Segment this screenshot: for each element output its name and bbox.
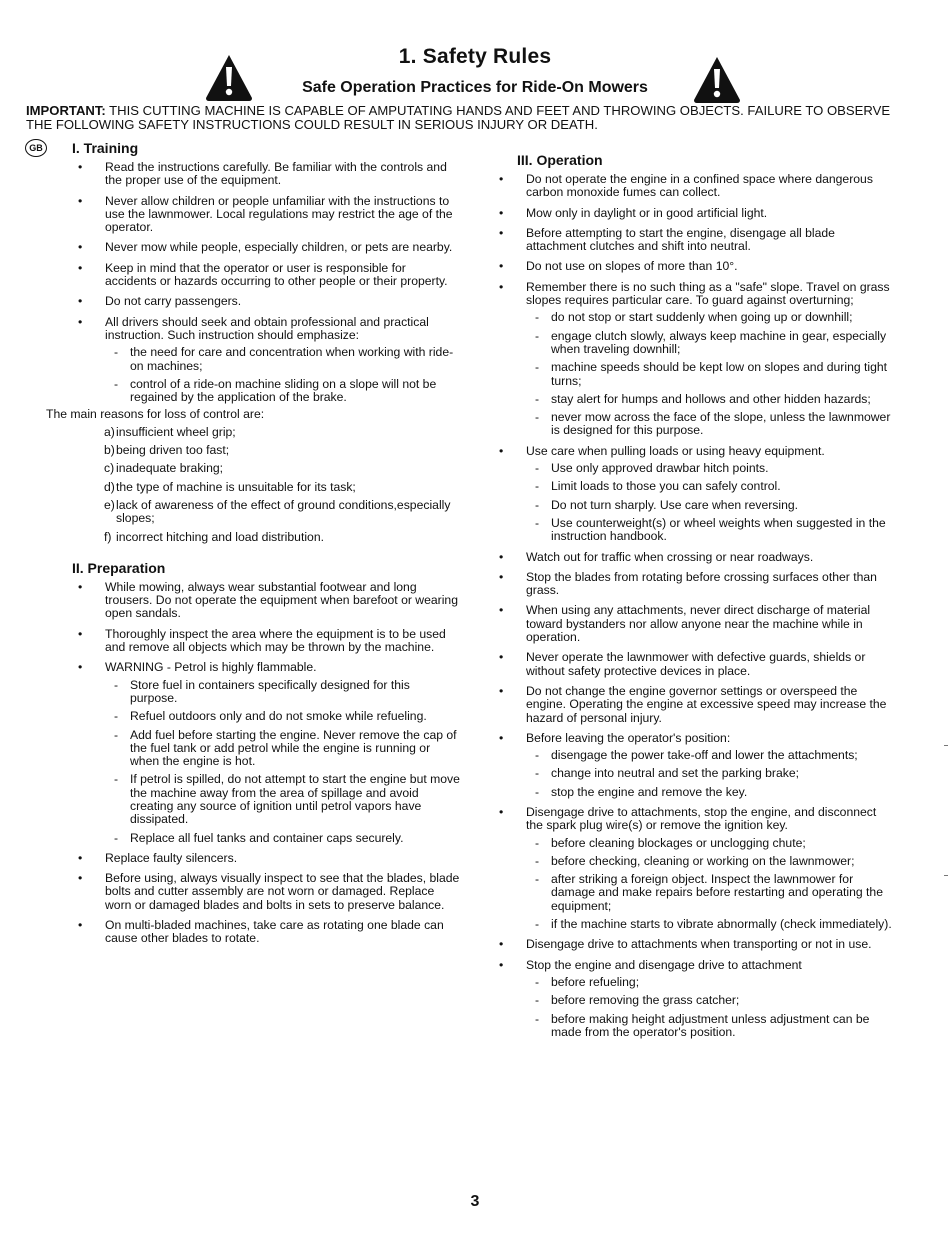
sub-item: - change into neutral and set the parking brake; (526, 767, 892, 780)
reason-text: inadequate braking; (116, 461, 224, 476)
reason-letter: b) (104, 443, 115, 458)
header (0, 44, 950, 98)
list-item (493, 806, 892, 931)
sub-item: - stop the engine and remove the key. (526, 786, 892, 799)
sub-item: - after striking a foreign object. Inspect the lawnmower for damage and make repairs before restarting and operating the equipment; (526, 873, 892, 913)
list-item: • Before attempting to start the engine, disengage all blade attachment clutches and shift into neutral. (493, 227, 892, 254)
sub-item: - before cleaning blockages or unclogging chute; (526, 837, 892, 850)
operation-list (493, 173, 892, 1039)
reason-item (72, 499, 460, 526)
sub-list (526, 749, 892, 799)
reason-letter: a) (104, 424, 115, 439)
sub-item: - Replace all fuel tanks and container caps securely. (105, 832, 460, 845)
list-item: • Stop the blades from rotating before crossing surfaces other than grass. (493, 571, 892, 598)
sub-item: - never mow across the face of the slope, unless the lawnmower is designed for this purpose. (526, 411, 892, 438)
reason-text: the type of machine is unsuitable for its task; (116, 479, 356, 494)
sub-item: - If petrol is spilled, do not attempt to start the engine but move the machine away from the area of spillage and avoid creating any source of ignition until petrol vapors have dissipated. (105, 773, 460, 826)
list-item: • Disengage drive to attachments when transporting or not in use. (493, 938, 892, 951)
sub-item: - machine speeds should be kept low on slopes and during tight turns; (526, 361, 892, 388)
sub-item: - engage clutch slowly, always keep machine in gear, especially when traveling downhill; (526, 330, 892, 357)
list-item: • Do not use on slopes of more than 10°. (493, 260, 892, 273)
important-text: THIS CUTTING MACHINE IS CAPABLE OF AMPUTATING HANDS AND FEET AND THROWING OBJECTS. FAILURE TO OBSERVE THE FOLLOWING SAFETY INSTRUCTIONS COULD RESULT IN SERIOUS INJURY OR DEATH. (26, 103, 891, 133)
left-column (29, 140, 460, 953)
list-item (72, 661, 460, 845)
reason-letter: c) (104, 461, 115, 476)
preparation-title: II. Preparation (72, 559, 166, 576)
list-item: • On multi-bladed machines, take care as rotating one blade can cause other blades to rotate. (72, 919, 460, 946)
sub-item: - Use counterweight(s) or wheel weights when suggested in the instruction handbook. (526, 517, 892, 544)
training-list (72, 161, 460, 404)
reason-item (72, 481, 460, 494)
list-item: • Replace faulty silencers. (72, 852, 460, 865)
list-item (72, 316, 460, 405)
reason-item (72, 462, 460, 475)
sub-list (526, 976, 892, 1039)
reason-item (72, 531, 460, 544)
list-item-text: Remember there is no such thing as a "safe" slope. Travel on grass slopes requires particular care. To guard against overturning; (526, 279, 890, 308)
list-item: • Never allow children or people unfamiliar with the instructions to use the lawnmower. Local regulations may restrict the age of the operator. (72, 195, 460, 235)
reason-letter: f) (104, 529, 112, 544)
sub-list (526, 837, 892, 932)
list-item: • Keep in mind that the operator or user is responsible for accidents or hazards occurring to other people or their property. (72, 262, 460, 289)
list-item: • Do not change the engine governor settings or overspeed the engine. Operating the engine at excessive speed may increase the hazard of personal injury. (493, 685, 892, 725)
sub-item: - Add fuel before starting the engine. Never remove the cap of the fuel tank or add petrol while the engine is running or when the engine is hot. (105, 729, 460, 769)
reason-text: insufficient wheel grip; (116, 424, 236, 439)
sub-item: - Do not turn sharply. Use care when reversing. (526, 499, 892, 512)
list-item-text: WARNING - Petrol is highly flammable. (105, 660, 317, 675)
list-item (493, 732, 892, 799)
sub-item: - before refueling; (526, 976, 892, 989)
scan-mark (944, 745, 948, 746)
list-item-text: Use care when pulling loads or using heavy equipment. (526, 443, 825, 458)
language-badge: GB (25, 139, 47, 157)
reason-letter: e) (104, 497, 115, 512)
sub-item: - Use only approved drawbar hitch points. (526, 462, 892, 475)
training-title: I. Training (72, 140, 139, 156)
sub-item: - before removing the grass catcher; (526, 994, 892, 1007)
sub-list (526, 311, 892, 437)
sub-item: - before checking, cleaning or working on the lawnmower; (526, 855, 892, 868)
list-item (493, 445, 892, 544)
page-subtitle: Safe Operation Practices for Ride-On Mowers (302, 79, 648, 96)
sub-list (105, 346, 460, 404)
list-item (493, 959, 892, 1039)
list-item: • Do not operate the engine in a confined space where dangerous carbon monoxide fumes can collect. (493, 173, 892, 200)
sub-item: - disengage the power take-off and lower the attachments; (526, 749, 892, 762)
sub-item: - the need for care and concentration when working with ride-on machines; (105, 346, 460, 373)
list-item: • Do not carry passengers. (72, 295, 460, 308)
sub-list (526, 462, 892, 543)
sub-item: - stay alert for humps and hollows and other hidden hazards; (526, 393, 892, 406)
operation-title: III. Operation (517, 152, 603, 168)
important-label: IMPORTANT: (26, 103, 106, 118)
list-item: • Watch out for traffic when crossing or near roadways. (493, 551, 892, 564)
reason-letter: d) (104, 479, 115, 494)
list-item: • Before using, always visually inspect to see that the blades, blade bolts and cutter assembly are not worn or damaged. Replace worn or damaged blades and bolts in sets to preserve balance. (72, 872, 460, 912)
reason-text: being driven too fast; (116, 443, 230, 458)
list-item: • Never mow while people, especially children, or pets are nearby. (72, 241, 460, 254)
reasons-list (72, 426, 460, 544)
sub-item: - if the machine starts to vibrate abnormally (check immediately). (526, 918, 892, 931)
reason-item (72, 444, 460, 457)
preparation-list (72, 581, 460, 946)
page-number: 3 (470, 1193, 480, 1210)
list-item: • When using any attachments, never direct discharge of material toward bystanders nor allow anyone near the machine while in operation. (493, 604, 892, 644)
list-item-text: Disengage drive to attachments, stop the engine, and disconnect the spark plug wire(s) or remove the ignition key. (526, 804, 877, 833)
sub-item: - Refuel outdoors only and do not smoke while refueling. (105, 710, 460, 723)
list-item-text: Stop the engine and disengage drive to attachment (526, 957, 802, 972)
list-item (493, 281, 892, 438)
list-item-text: Before leaving the operator's position: (526, 730, 731, 745)
list-item: • Never operate the lawnmower with defective guards, shields or without safety protective devices in place. (493, 651, 892, 678)
reason-text: incorrect hitching and load distribution. (116, 529, 324, 544)
important-notice (26, 104, 898, 133)
reasons-intro: The main reasons for loss of control are: (46, 407, 265, 422)
right-column (517, 152, 892, 1046)
list-item: • Thoroughly inspect the area where the equipment is to be used and remove all objects which may be thrown by the machine. (72, 628, 460, 655)
list-item: • Mow only in daylight or in good artificial light. (493, 207, 892, 220)
reason-item (72, 426, 460, 439)
scan-mark (944, 875, 948, 876)
sub-list (105, 679, 460, 845)
list-item: • Read the instructions carefully. Be familiar with the controls and the proper use of the equipment. (72, 161, 460, 188)
sub-item: - control of a ride-on machine sliding on a slope will not be regained by the application of the brake. (105, 378, 460, 405)
list-item: • While mowing, always wear substantial footwear and long trousers. Do not operate the equipment when barefoot or wearing open sandals. (72, 581, 460, 621)
sub-item: - do not stop or start suddenly when going up or downhill; (526, 311, 892, 324)
page-title: 1. Safety Rules (398, 45, 552, 68)
sub-item: - before making height adjustment unless adjustment can be made from the operator's position. (526, 1013, 892, 1040)
sub-item: - Limit loads to those you can safely control. (526, 480, 892, 493)
list-item-text: All drivers should seek and obtain professional and practical instruction. Such instruction should emphasize: (105, 314, 429, 342)
reason-text: lack of awareness of the effect of ground conditions,especially slopes; (116, 497, 451, 526)
sub-item: - Store fuel in containers specifically designed for this purpose. (105, 679, 460, 706)
